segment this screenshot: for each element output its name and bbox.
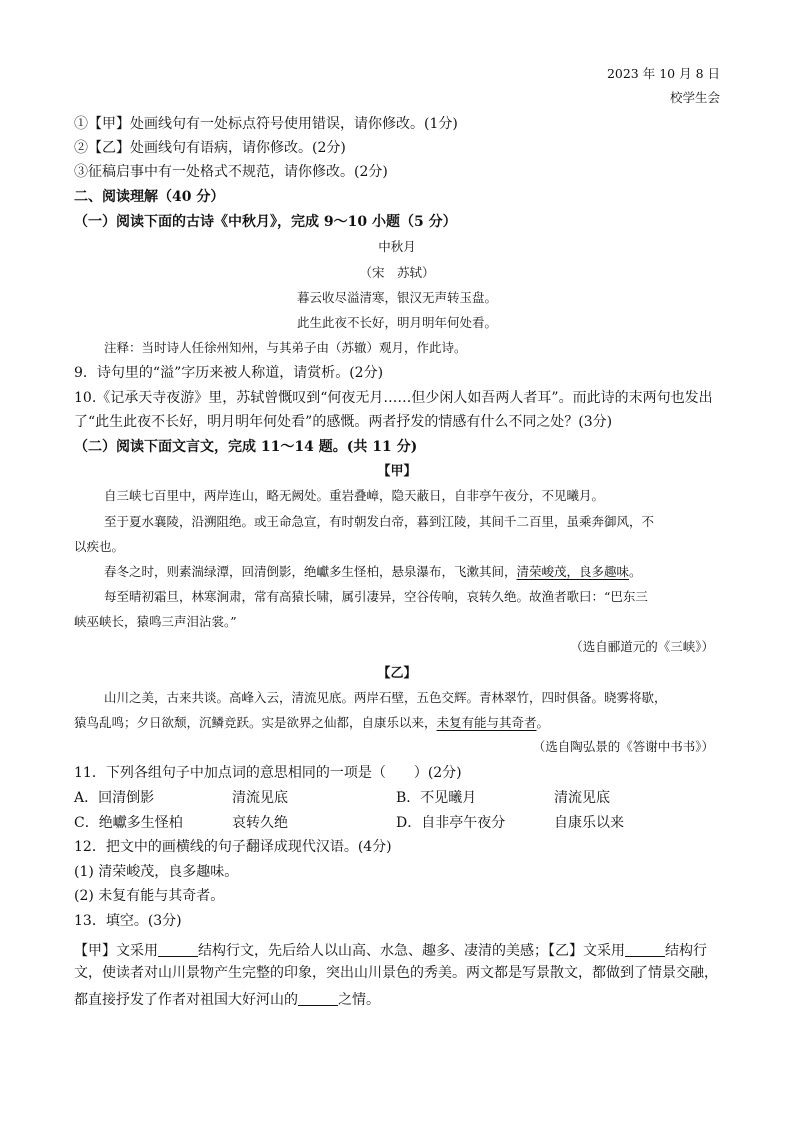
notice-org: 校学生会 <box>669 90 720 105</box>
fill-blank-3[interactable] <box>298 991 338 1006</box>
option-c-1: C．绝巘多生怪柏 <box>74 815 183 831</box>
question-11-stem: 11．下列各组句子中加点词的意思相同的一项是（ ）(2分) <box>74 765 462 781</box>
yi-paragraph-line-1: 山川之美，古来共谈。高峰入云，清流见底。两岸石壁，五色交辉。青林翠竹，四时俱备。晓雾将歇， <box>104 690 667 705</box>
fill-blank-2[interactable] <box>625 942 665 957</box>
part2-title: （二）阅读下面文言文，完成 11～14 题。(共 11 分) <box>74 439 418 455</box>
part1-title: （一）阅读下面的古诗《中秋月》，完成 9～10 小题（5 分） <box>74 214 457 230</box>
passage-jia-label: 【甲】 <box>377 464 417 479</box>
question-10-line-2: 了“此生此夜不长好，明月明年何处看”的感慨。两者抒发的情感有什么不同之处？(3分) <box>74 414 613 430</box>
notice-q3: ③征稿启事中有一处格式不规范，请你修改。(2分) <box>74 164 388 180</box>
jia-paragraph-3 <box>104 566 642 579</box>
yi-p1-text: 猿鸟乱鸣；夕日欲颓，沉鳞竞跃。实是欲界之仙都，自康乐以来， <box>74 715 437 730</box>
q13-text-c: 结构行 <box>665 943 707 959</box>
question-13-line-3 <box>74 991 380 1007</box>
poem-line-2: 此生此夜不长好，明月明年何处看。 <box>296 315 497 330</box>
question-9: 9．诗句里的“溢”字历来被人称道，请赏析。(2分) <box>74 365 384 381</box>
jia-paragraph-2-line-2: 以疾也。 <box>74 539 125 554</box>
poem-line-1: 暮云收尽溢清寒，银汉无声转玉盘。 <box>296 290 497 305</box>
jia-p3-underlined: 清荣峻茂，良多趣味 <box>516 564 630 579</box>
q13-text-d: 都直接抒发了作者对祖国大好河山的 <box>74 992 298 1008</box>
poem-author: （宋 苏轼） <box>359 265 435 280</box>
notice-q1: ①【甲】处画线句有一处标点符号使用错误，请你修改。(1分) <box>74 116 458 132</box>
option-a-2: 清流见底 <box>232 790 288 806</box>
question-13-line-2: 文，使读者对山川景物产生完整的印象，突出山川景色的秀美。两文都是写景散文，都做到了情景交融， <box>74 965 718 981</box>
poem-note: 注释：当时诗人任徐州知州，与其弟子由（苏辙）观月，作此诗。 <box>104 340 467 355</box>
question-10-line-1: 10.《记承天寺夜游》里，苏轼曾慨叹到“何夜无月……但少闲人如吾两人者耳”。而此诗的末两句也发出 <box>74 390 713 406</box>
option-d-1: D．自非亭午夜分 <box>396 815 506 831</box>
jia-paragraph-1: 自三峡七百里中，两岸连山，略无阙处。重岩叠嶂，隐天蔽日，自非亭午夜分，不见曦月。 <box>104 488 605 503</box>
passage-yi-label: 【乙】 <box>377 666 417 681</box>
fill-blank-1[interactable] <box>158 942 198 957</box>
question-12-item-2: (2) 未复有能与其奇者。 <box>74 888 225 904</box>
yi-source: （选自陶弘景的《答谢中书书》） <box>532 739 714 754</box>
notice-q2: ②【乙】处画线句有语病，请你修改。(2分) <box>74 140 346 156</box>
option-c-2: 哀转久绝 <box>232 815 288 831</box>
q13-text-b: 结构行文，先后给人以山高、水急、趣多、凄清的美感；【乙】文采用 <box>198 943 625 959</box>
jia-paragraph-2-line-1: 至于夏水襄陵，沿溯阻绝。或王命急宣，有时朝发白帝，暮到江陵，其间千二百里，虽乘奔御风，不 <box>104 514 655 529</box>
notice-date: 2023 年 10 月 8 日 <box>606 66 720 81</box>
yi-p1-underlined: 未复有能与其奇者 <box>436 715 537 730</box>
question-13-stem: 13．填空。(3分) <box>74 913 182 929</box>
yi-p1-end: 。 <box>536 715 550 730</box>
jia-p3-end: 。 <box>629 564 642 579</box>
option-d-2: 自康乐以来 <box>554 815 624 831</box>
question-13-line-1 <box>74 942 707 958</box>
jia-paragraph-4-line-2: 峡巫峡长，猿鸣三声泪沾裳。” <box>74 614 237 629</box>
section-title: 二、阅读理解（40 分） <box>74 189 225 205</box>
jia-paragraph-4-line-1: 每至晴初霜旦，林寒涧肃，常有高猿长啸，属引凄异，空谷传响，哀转久绝。故渔者歌曰：“巴东三 <box>104 589 648 604</box>
q13-text-e: 之情。 <box>338 992 380 1008</box>
option-b-2: 清流见底 <box>554 790 610 806</box>
option-b-1: B．不见曦月 <box>396 790 477 806</box>
yi-paragraph-line-2 <box>74 717 549 730</box>
question-12-stem: 12．把文中的画横线的句子翻译成现代汉语。(4分) <box>74 839 392 855</box>
poem-title: 中秋月 <box>378 239 416 254</box>
option-a-1: A．回清倒影 <box>74 790 155 806</box>
q13-text-a: 【甲】文采用 <box>74 943 158 959</box>
question-12-item-1: (1) 清荣峻茂，良多趣味。 <box>74 864 239 880</box>
jia-p3-text: 春冬之时，则素湍绿潭，回清倒影，绝巘多生怪柏，悬泉瀑布，飞漱其间， <box>104 564 517 579</box>
jia-source: （选自郦道元的《三峡》） <box>570 639 714 654</box>
